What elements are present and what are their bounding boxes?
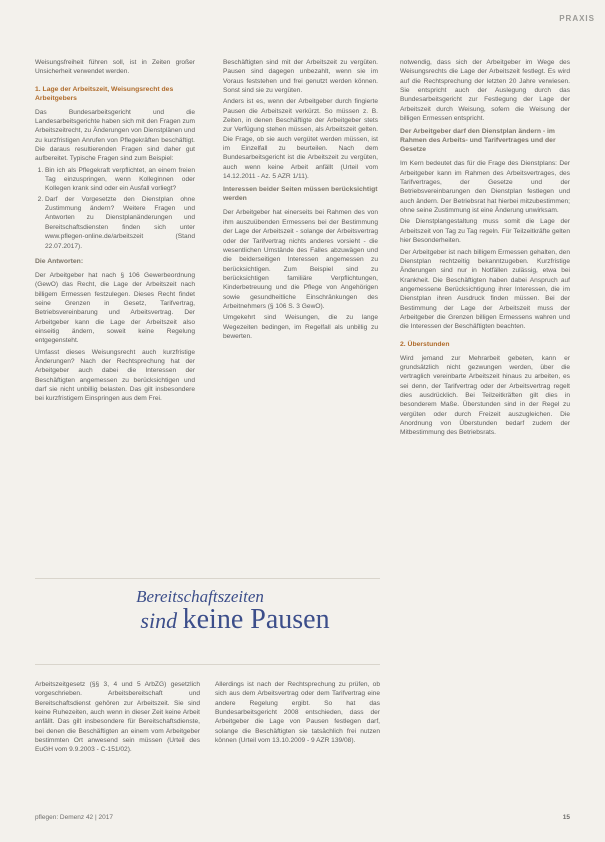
column-lower-left [35, 680, 200, 757]
question-list [35, 166, 195, 251]
footer-publication: pflegen: Demenz 42 | 2017 [35, 814, 113, 821]
list-item: 1. Bin ich als Pflegekraft verpflichtet, an einem freien Tag einzuspringen, wenn Kolleginnen oder Kollegen krank sind oder ein Ausfall vorliegt? [45, 166, 195, 194]
paragraph: Allerdings ist nach der Rechtsprechung zu prüfen, ob sich aus dem Arbeitsvertrag oder dem Tarifvertrag eine andere Regelung ergibt. So hat das Bundesarbeitsgericht 2008 entschieden, dass der Arbeitgeber die Lage von Pausen festlegen darf, solange die Beschäftigten sie tatsächlich frei nutzen können (Urteil vom 13.10.2009 - 9 AZR 139/08). [215, 681, 380, 745]
section-tag: PRAXIS [559, 14, 595, 23]
pull-quote-line-1: Bereitschaftszeiten [136, 587, 264, 606]
column-right [400, 58, 570, 440]
intro-paragraph: Weisungsfreiheit führen soll, ist in Zeiten großer Unsicherheit verwendet werden. [35, 59, 195, 76]
paragraph: Die Dienstplangestaltung muss somit die Lage der Arbeitszeit von Tag zu Tag regeln. Für Teilzeitkräfte gelten hier Besonderheiten. [400, 218, 570, 245]
subheading: Interessen beider Seiten müssen berücksichtigt werden [223, 186, 378, 203]
paragraph: Anders ist es, wenn der Arbeitgeber durch fingierte Pausen die Arbeitszeit verkürzt. So müssen z. B. Zeiten, in denen Beschäftigte der Arbeitgeber stets zur Verfügung stehen müssen, als Arbeitszeit gelten. Die Frage, ob sie auch vergütet werden müssen, ist im Einzelfall zu beurteilen. Nach dem Bundesarbeitsgericht ist die Arbeitszeit zu vergüten, auch wenn keine Arbeit anfällt (Urteil vom 14.12.2011 - Az. 5 AZR 1/11). [223, 98, 378, 181]
list-item: 2. Darf der Vorgesetzte den Dienstplan ohne Zustimmung ändern? Weitere Fragen und Antworten zu Dienstplanänderungen und Bereitschaftsdiensten finden sich unter www.pflegen-online.de/arbeitszeit (Stand 22.07.2017). [45, 195, 195, 251]
paragraph: Im Kern bedeutet das für die Frage des Dienstplans: Der Arbeitgeber kann im Rahmen des Arbeitsvertrages, des Tarifvertrages, der Gesetze und der Betriebsvereinbarungen den Dienstplan festlegen und auch ändern. Der Betriebsrat hat hierbei mitzubestimmen; ohne seine Zustimmung ist eine Änderung unwirksam. [400, 160, 570, 215]
column-lower-middle [215, 680, 380, 747]
divider [35, 664, 380, 665]
paragraph: Wird jemand zur Mehrarbeit gebeten, kann er grundsätzlich nicht gezwungen werden, über die vertraglich vereinbarte Arbeitszeit hinaus zu arbeiten, es sei denn, der Tarifvertrag oder der Arbeitsvertrag regelt dies ausdrücklich. Bei Teilzeitkräften gilt dies in besonderem Maße. Überstunden sind in der Regel zu vergüten oder durch Freizeit auszugleichen. Die Anordnung von Überstunden bedarf zudem der Mitbestimmung des Betriebsrats. [400, 354, 570, 437]
pull-quote-word: sind [140, 608, 178, 633]
paragraph: Der Arbeitgeber hat nach § 106 Gewerbeordnung (GewO) das Recht, die Lage der Arbeitszeit nach billigem Ermessen festzulegen. Dieses Recht findet seine Grenzen in Gesetz, Tarifvertrag, Betriebsvereinbarung und Arbeitsvertrag. Der Arbeitgeber kann die Lage der Arbeitszeit also einseitig ändern, soweit keine Regelung entgegensteht. [35, 271, 195, 345]
pull-quote [45, 587, 355, 634]
divider [35, 578, 380, 579]
subheading: Der Arbeitgeber darf den Dienstplan ändern - im Rahmen des Arbeits- und Tarifvertrages und der Gesetze [400, 128, 556, 154]
paragraph: Umfasst dieses Weisungsrecht auch kurzfristige Änderungen? Nach der Rechtsprechung hat der Arbeitgeber auch dabei die Interessen der Beschäftigten angemessen zu berücksichtigen und darf sie nicht unbillig belasten. Das gilt insbesondere bei kurzfristigem Einspringen aus dem Frei. [35, 348, 195, 403]
column-middle [223, 58, 378, 343]
column-left [35, 58, 195, 406]
paragraph: Das Bundesarbeitsgericht und die Landesarbeitsgerichte haben sich mit den Fragen zum Arbeitszeitrecht, zu Änderungen von Dienstplänen und zu kurzfristigen Anrufen von Pflegekräften beschäftigt. Die daraus resultierenden Fragen sind daher gut aufbereitet. Typische Fragen sind zum Beispiel: [35, 108, 195, 163]
page-number: 15 [562, 814, 570, 821]
paragraph: Beschäftigten sind mit der Arbeitszeit zu vergüten. Pausen sind dagegen unbezahlt, wenn sie im Voraus feststehen und frei genutzt werden können. Sonst sind sie zu vergüten. [223, 59, 378, 95]
pull-quote-line-2 [115, 604, 355, 635]
section-heading-1: 1. Lage der Arbeitszeit, Weisungsrecht des Arbeitgebers [35, 85, 174, 102]
paragraph: Der Arbeitgeber hat einerseits bei Rahmen des von ihm auszuübenden Ermessens bei der Bestimmung der Lage der Arbeitszeit - solange der Arbeitsvertrag oder der Tarifvertrag nichts anderes vorsieht - die wesentlichen Umstände des Falles abzuwägen und die beiderseitigen Interessen angemessen zu berücksichtigen. Zum Beispiel sind zu berücksichtigen familiäre Verpflichtungen, Kinderbetreuung und die Pflege von Angehörigen sowie gesundheitliche Einschränkungen des Arbeitnehmers (§ 106 S. 3 GewO). [223, 209, 378, 310]
subheading: Die Antworten: [35, 257, 84, 265]
paragraph: Umgekehrt sind Weisungen, die zu lange Wegezeiten bedingen, im Regelfall als unbillig zu bewerten. [223, 314, 378, 340]
paragraph: Der Arbeitgeber ist nach billigem Ermessen gehalten, den Dienstplan rechtzeitig bekanntzugeben. Kurzfristige Änderungen sind nur in Notfällen zulässig, etwa bei Krankheit. Die Beschäftigten haben dabei Anspruch auf angemessene Berücksichtigung ihrer Interessen, die im Dienstplan ihren Ausdruck finden müssen. Bei der Bestimmung der Lage der Arbeitszeit muss der Arbeitgeber die Grenzen billigen Ermessens wahren und die Interessen der Beschäftigten beachten. [400, 248, 570, 331]
section-heading-2: 2. Überstunden [400, 340, 450, 348]
pull-quote-emphasis: keine Pausen [182, 604, 330, 635]
paragraph: Arbeitszeitgesetz (§§ 3, 4 und 5 ArbZG) gesetzlich vorgeschrieben. Arbeitsbereitschaft und Bereitschaftsdienst gehören zur Arbeitszeit. Sie sind keine Ruhezeiten, auch wenn in dieser Zeit keine Arbeit anfällt. Das gilt insbesondere für Bereitschaftsdienste, bei denen die Beschäftigten an einem vom Arbeitgeber bestimmten Ort anwesend sein müssen (Urteil des EuGH vom 9.9.2003 - C-151/02). [35, 681, 200, 754]
paragraph: notwendig, dass sich der Arbeitgeber im Wege des Weisungsrechts die Lage der Arbeitszeit festlegt. Es wird auf die Rechtsprechung der letzten 20 Jahre verwiesen. Sie entspricht auch der Auslegung durch das Bundesarbeitsgericht zur Festlegung der Lage der Arbeitszeit durch Weisung, sofern die Weisung der billigen Ermessen entspricht. [400, 59, 570, 123]
